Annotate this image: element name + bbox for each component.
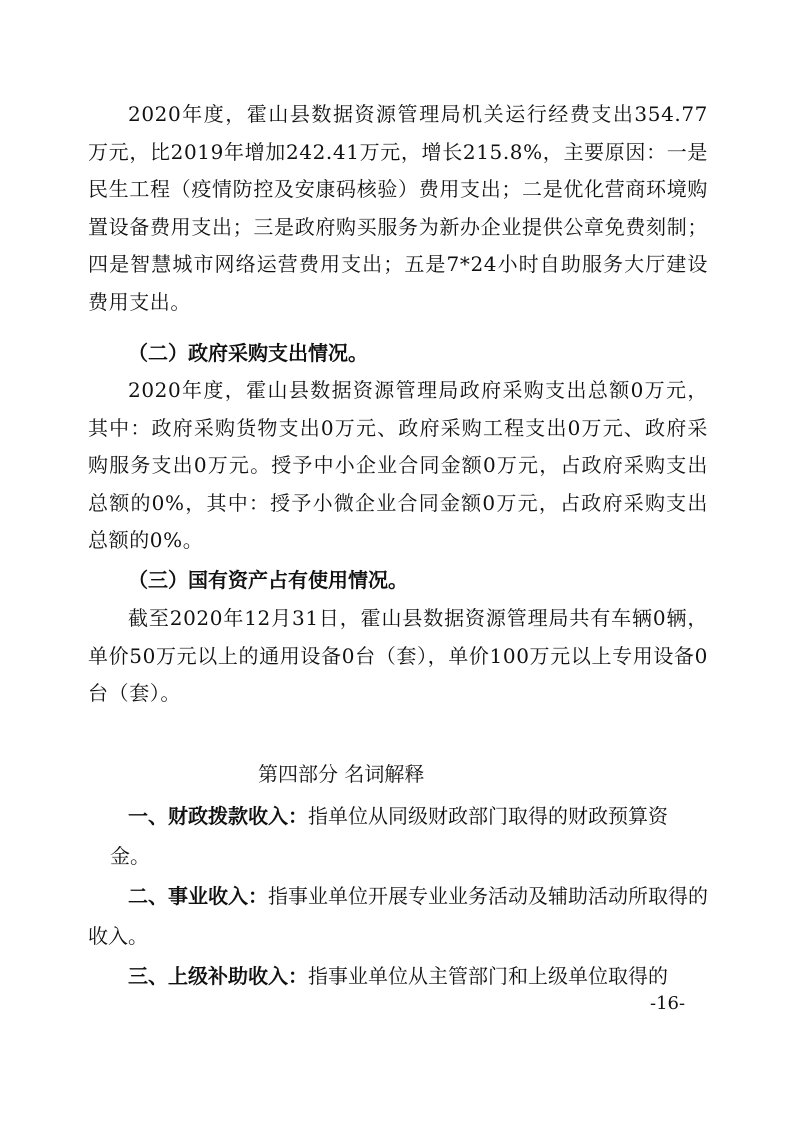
- operating-expense-paragraph: 2020年度，霍山县数据资源管理局机关运行经费支出354.77万元，比2019年增加242.41万元，增长215.8%，主要原因：一是民生工程（疫情防控及安康码核验）费用支出；二是优化营商环境购置设备费用支出；三是政府购买服务为新办企业提供公章免费刻制；四是智慧城市网络运营费用支出；五是7*24小时自助服务大厅建设费用支出。: [88, 102, 708, 314]
- procurement-heading: （二）政府采购支出情况。: [128, 341, 368, 365]
- term-fiscal-appropriation: [88, 796, 708, 876]
- assets-paragraph: 截至2020年12月31日，霍山县数据资源管理局共有车辆0辆，单价50万元以上的通用设备0台（套），单价100万元以上专用设备0台（套）。: [88, 606, 708, 705]
- term-definition: 指事业单位从主管部门和上级单位取得的: [308, 964, 668, 988]
- procurement-paragraph: 2020年度，霍山县数据资源管理局政府采购支出总额0万元，其中：政府采购货物支出0万元、政府采购工程支出0万元、政府采购服务支出0万元。授予中小企业合同金额0万元，占政府采购支出总额的0%，其中：授予小微企业合同金额0万元，占政府采购支出总额的0%。: [88, 378, 708, 552]
- term-definition: 指事业单位开展专业业务活动及辅助活动所取得的收入。: [88, 884, 708, 948]
- term-definition-continuation: 金。: [110, 844, 150, 868]
- part-four-title: 第四部分 名词解释: [258, 762, 425, 786]
- assets-heading: （三）国有资产占有使用情况。: [128, 568, 408, 592]
- term-definition: 指单位从同级财政部门取得的财政预算资: [308, 804, 668, 828]
- term-superior-subsidy: [88, 956, 708, 996]
- term-label: 三、上级补助收入：: [128, 964, 308, 988]
- term-label: 二、事业收入：: [128, 884, 268, 908]
- term-label: 一、财政拨款收入：: [128, 804, 308, 828]
- term-business-income: [88, 876, 708, 956]
- page-number: -16-: [650, 993, 686, 1014]
